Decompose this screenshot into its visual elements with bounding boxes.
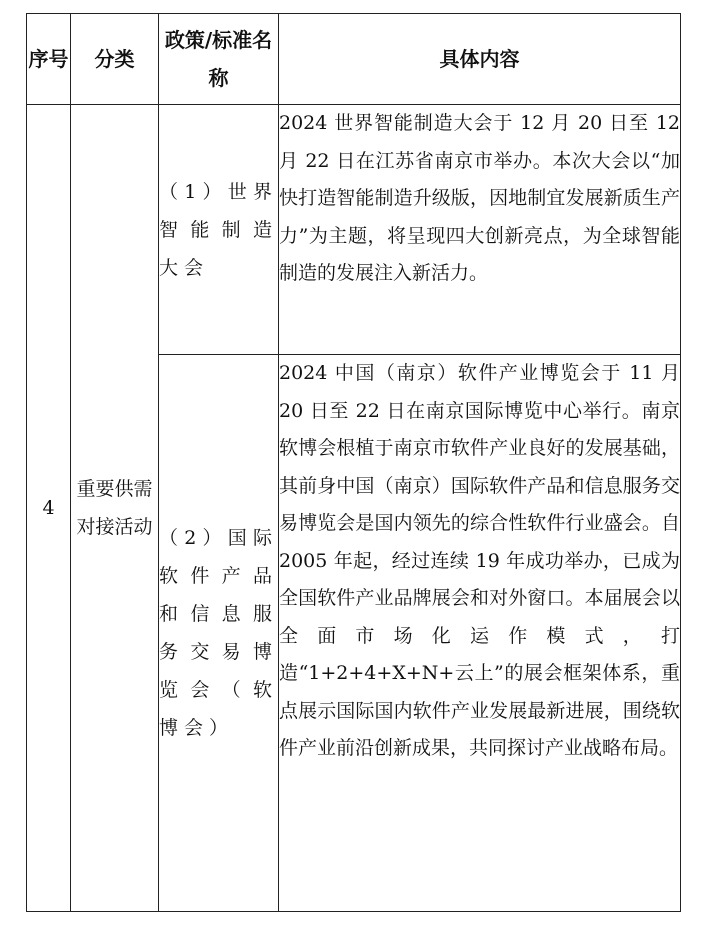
policy-table <box>26 13 681 912</box>
policy-name-cell: （2）国际软件产品和信息服务交易博览会（软博会） <box>159 355 279 912</box>
header-index: 序号 <box>27 14 71 105</box>
content-cell: 2024 世界智能制造大会于 12 月 20 日至 12 月 22 日在江苏省南京市举办。本次大会以“加快打造智能制造升级版，因地制宜发展新质生产力”为主题，将呈现四大创新亮点，为全球智能制造的发展注入新活力。 <box>279 105 681 355</box>
row-category: 重要供需对接活动 <box>71 105 159 912</box>
header-category: 分类 <box>71 14 159 105</box>
header-policy-name: 政策/标准名称 <box>159 14 279 105</box>
row-index: 4 <box>27 105 71 912</box>
header-content: 具体内容 <box>279 14 681 105</box>
content-cell: 2024 中国（南京）软件产业博览会于 11 月 20 日至 22 日在南京国际博览中心举行。南京软博会根植于南京市软件产业良好的发展基础，其前身中国（南京）国际软件产品和信息服务交易博览会是国内领先的综合性软件行业盛会。自 2005 年起，经过连续 19 年成功举办，已成为全国软件产业品牌展会和对外窗口。本届展会以全面市场化运作模式，打造“1+2+4+X+N+云上”的展会框架体系，重点展示国际国内软件产业发展最新进展，围绕软件产业前沿创新成果，共同探讨产业战略布局。 <box>279 355 681 912</box>
header-row <box>27 14 681 105</box>
policy-name-cell: （1）世界智能制造大会 <box>159 105 279 355</box>
table-row <box>27 105 681 355</box>
